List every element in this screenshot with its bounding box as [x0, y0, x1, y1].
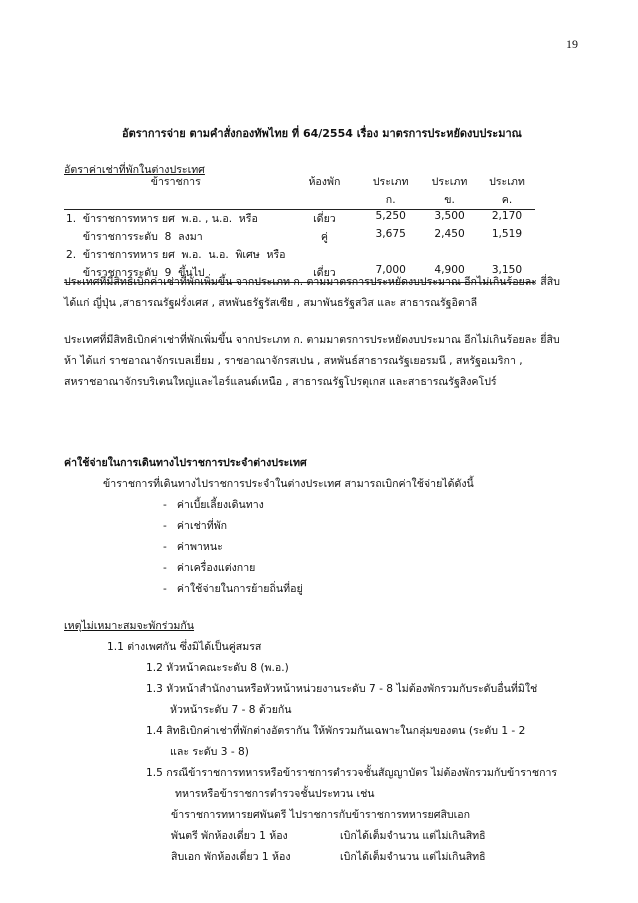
example-line: สิบเอก พักห้องเดี่ยว 1 ห้อง	[171, 851, 291, 863]
table-cell	[420, 246, 479, 264]
header-sub-type-c: ค.	[479, 191, 535, 210]
page-number: 19	[566, 37, 578, 51]
table-header-row	[64, 173, 535, 191]
expense-item: - ค่าพาหนะ	[163, 541, 223, 553]
header-room: ห้องพัก	[308, 176, 341, 188]
header-type-b: ประเภท	[431, 176, 468, 188]
table-cell: เดี่ยว	[313, 213, 336, 225]
header-sub-type-b: ข.	[420, 191, 479, 210]
rule-item: 1.2 หัวหน้าคณะระดับ 8 (พ.อ.)	[146, 662, 289, 674]
table-cell: 3,500	[434, 210, 465, 222]
table-cell: 2,450	[434, 228, 465, 240]
table-cell: 3,675	[375, 228, 406, 240]
expense-item: - ค่าเบี้ยเลี้ยงเดินทาง	[163, 499, 264, 511]
rent-rate-table	[64, 173, 535, 283]
table-cell	[479, 246, 535, 264]
header-sub-type-a: ก.	[361, 191, 420, 210]
table-cell: 1. ข้าราชการทหาร ยศ พ.อ. , น.อ. หรือ	[66, 213, 258, 225]
rule-item-continued: ทหารหรือข้าราชการตำรวจชั้นประทวน เช่น	[175, 788, 375, 800]
table-cell: ข้าราชการระดับ 8 ลงมา	[66, 231, 203, 243]
table-cell: 4,900	[420, 264, 479, 283]
header-sub-official	[64, 191, 288, 210]
expenses-intro: ข้าราชการที่เดินทางไปราชการประจำในต่างประเทศ สามารถเบิกค่าใช้จ่ายได้ดังนี้	[103, 478, 474, 490]
paragraph-line: ห้า ได้แก่ ราชอาณาจักรเบลเยี่ยม , ราชอาณาจักรสเปน , สหพันธ์สาธารณรัฐเยอรมนี , สหรัฐอเมริกา ,	[64, 355, 523, 367]
table-cell: คู่	[320, 231, 328, 243]
expense-item: - ค่าใช้จ่ายในการย้ายถิ่นที่อยู่	[163, 583, 303, 595]
expense-item: - ค่าเช่าที่พัก	[163, 520, 228, 532]
rule-item: 1.5 กรณีข้าราชการทหารหรือข้าราชการตำรวจชั้นสัญญาบัตร ไม่ต้องพักรวมกับข้าราชการ	[146, 767, 558, 779]
section-title-rent-rates: อัตราค่าเช่าที่พักในต่างประเทศ	[64, 164, 205, 176]
table-cell: 5,250	[375, 210, 406, 222]
table-row	[64, 246, 535, 264]
table-cell: 1,519	[491, 228, 523, 240]
paragraph-line: ประเทศที่มีสิทธิเบิกค่าเช่าที่พักเพิ่มขึ้น จากประเภท ก. ตามมาตรการประหยัดงบประมาณ อีกไม่เกินร้อยละ ยี่สิบ	[64, 334, 560, 346]
expense-item: - ค่าเครื่องแต่งกาย	[163, 562, 256, 574]
rule-item-continued: หัวหน้าระดับ 7 - 8 ด้วยกัน	[170, 704, 292, 716]
example-line: เบิกได้เต็มจำนวน แต่ไม่เกินสิทธิ	[340, 851, 486, 863]
rule-item: 1.4 สิทธิเบิกค่าเช่าที่พักต่างอัตรากัน ให้พักรวมกันเฉพาะในกลุ่มของตน (ระดับ 1 - 2	[146, 725, 526, 737]
table-header-sub-row	[64, 191, 535, 210]
example-line: พันตรี พักห้องเดี่ยว 1 ห้อง	[171, 830, 288, 842]
header-type-a: ประเภท	[372, 176, 409, 188]
paragraph-line: ประเทศที่มีสิทธิเบิกค่าเช่าที่พักเพิ่มขึ้น จากประเภท ก. ตามมาตรการประหยัดงบประมาณ อีกไม่เกินร้อยละ สี่สิบ	[64, 276, 560, 288]
table-cell: 2,170	[491, 210, 523, 222]
table-row	[64, 210, 535, 229]
header-sub-room	[288, 191, 362, 210]
rule-item: 1.3 หัวหน้าสำนักงานหรือหัวหน้าหน่วยงานระดับ 7 - 8 ไม่ต้องพักรวมกับระดับอื่นที่มิใช่	[146, 683, 538, 695]
table-cell	[361, 246, 420, 264]
header-type-c: ประเภท	[489, 176, 525, 188]
table-cell	[288, 246, 362, 264]
example-line: เบิกได้เต็มจำนวน แต่ไม่เกินสิทธิ	[340, 830, 486, 842]
section-title-expenses: ค่าใช้จ่ายในการเดินทางไปราชการประจำต่างประเทศ	[64, 457, 307, 469]
paragraph-line: สหราชอาณาจักรบริเตนใหญ่และไอร์แลนด์เหนือ , สาธารณรัฐโปรตุเกส และสาธารณรัฐสิงคโปร์	[64, 376, 497, 388]
table-cell: 7,000	[361, 264, 420, 283]
table-cell: 3,150	[479, 264, 535, 283]
rule-item-continued: และ ระดับ 3 - 8)	[170, 746, 249, 758]
table-cell: ข้าราชการระดับ 9 ขึ้นไป	[64, 264, 288, 283]
table-row	[64, 228, 535, 246]
header-official: ข้าราชการ	[150, 176, 201, 188]
example-line: ข้าราชการทหารยศพันตรี ไปราชการกับข้าราชการทหารยศสิบเอก	[171, 809, 471, 821]
paragraph-line: ได้แก่ ญี่ปุ่น ,สาธารณรัฐฝรั่งเศส , สหพันธรัฐรัสเซีย , สมาพันธรัฐสวิส และ สาธารณรัฐอิตาลี	[64, 297, 478, 309]
section-title-room-sharing: เหตุไม่เหมาะสมจะพักร่วมกัน	[64, 620, 195, 632]
table-cell: เดี่ยว	[288, 264, 362, 283]
page-heading: อัตราการจ่าย ตามคำสั่งกองทัพไทย ที่ 64/2554 เรื่อง มาตรการประหยัดงบประมาณ	[122, 127, 522, 140]
table-cell: 2. ข้าราชการทหาร ยศ พ.อ. น.อ. พิเศษ หรือ	[66, 249, 286, 261]
rule-item: 1.1 ต่างเพศกัน ซึ่งมิได้เป็นคู่สมรส	[107, 641, 262, 653]
